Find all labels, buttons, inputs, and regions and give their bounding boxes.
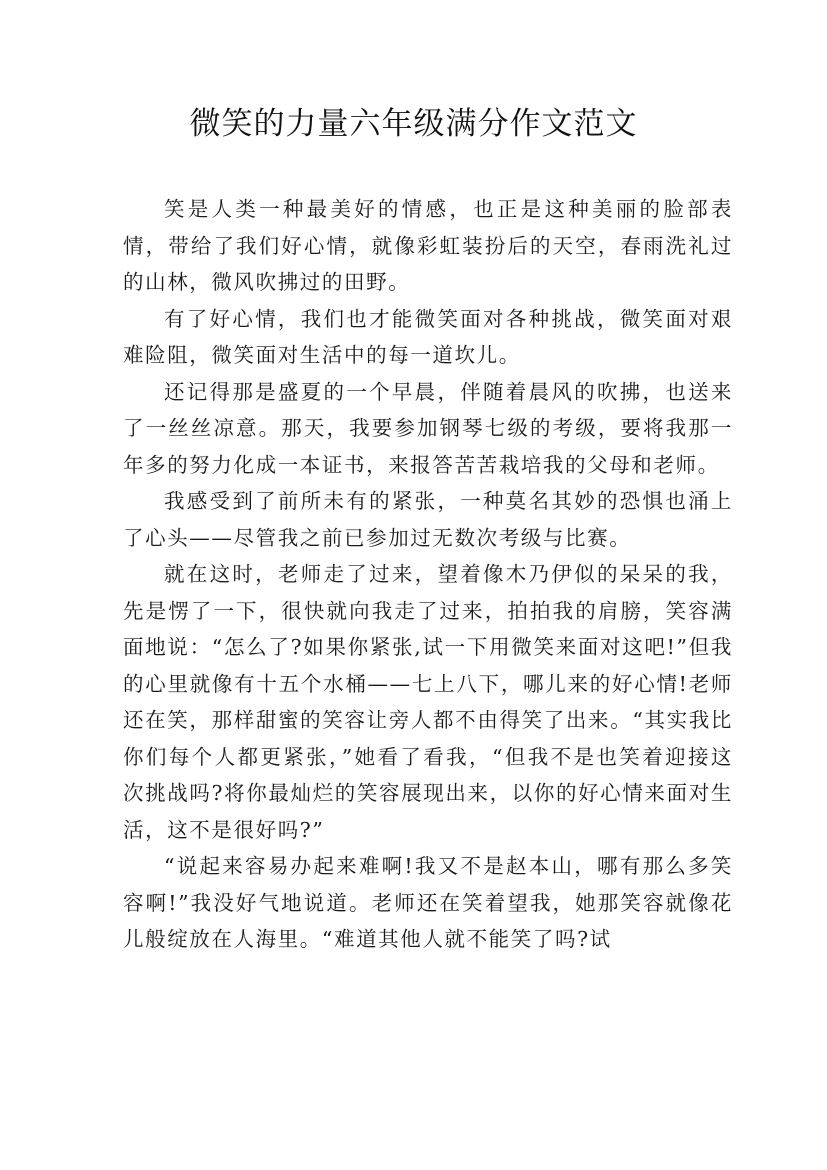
paragraph-6: “说起来容易办起来难啊!我又不是赵本山，哪有那么多笑容啊!”我没好气地说道。老师还在笑着望我，她那笑容就像花儿般绽放在人海里。“难道其他人就不能笑了吗?试 [123, 854, 733, 951]
paragraph-1: 笑是人类一种最美好的情感，也正是这种美丽的脸部表情，带给了我们好心情，就像彩虹装扮后的天空，春雨洗礼过的山林，微风吹拂过的田野。 [123, 197, 733, 294]
document-body [123, 191, 733, 958]
paragraph-3: 还记得那是盛夏的一个早晨，伴随着晨风的吹拂，也送来了一丝丝凉意。那天，我要参加钢琴七级的考级，要将我那一年多的努力化成一本证书，来报答苦苦栽培我的父母和老师。 [123, 379, 733, 477]
paragraph-5: 就在这时，老师走了过来，望着像木乃伊似的呆呆的我，先是愣了一下，很快就向我走了过来，拍拍我的肩膀，笑容满面地说：“怎么了?如果你紧张,试一下用微笑来面对这吧!”但我的心里就像有十五个水桶——七上八下，哪儿来的好心情!老师还在笑，那样甜蜜的笑容让旁人都不由得笑了出来。“其实我比你们每个人都更紧张，”她看了看我，“但我不是也笑着迎接这次挑战吗?将你最灿烂的笑容展现出来，以你的好心情来面对生活，这不是很好吗?” [123, 562, 733, 842]
paragraph-4: 我感受到了前所未有的紧张，一种莫名其妙的恐惧也涌上了心头——尽管我之前已参加过无数次考级与比赛。 [123, 489, 733, 550]
paragraph-2: 有了好心情，我们也才能微笑面对各种挑战，微笑面对艰难险阻，微笑面对生活中的每一道坎儿。 [123, 306, 733, 367]
document-title: 微笑的力量六年级满分作文范文 [189, 106, 638, 142]
